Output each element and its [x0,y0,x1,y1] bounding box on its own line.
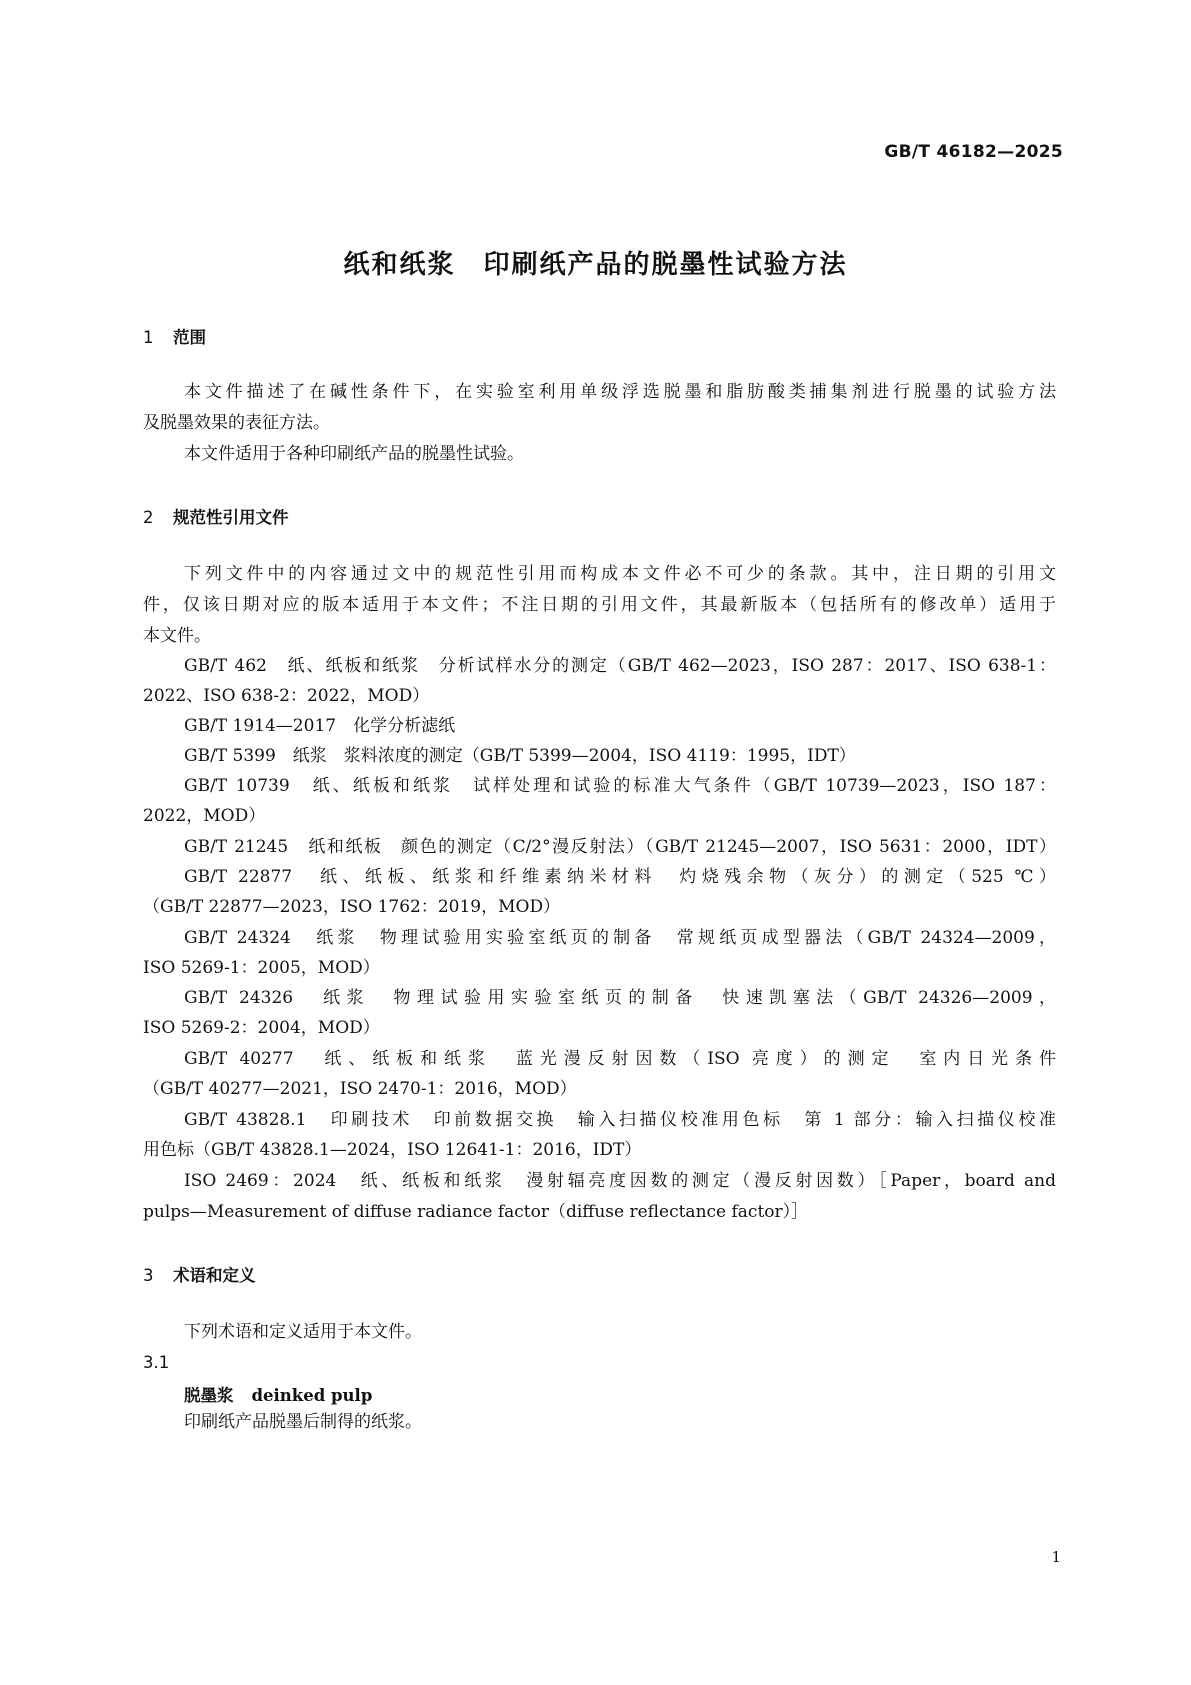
section-number: 1 [143,328,154,347]
reference-line: （GB/T 22877—2023，ISO 1762：2019，MOD） [143,897,561,917]
paragraph-line: 本文件描述了在碱性条件下，在实验室利用单级浮选脱墨和脂肪酸类捕集剂进行脱墨的试验方法 [184,382,1056,402]
section-number: 3 [143,1266,154,1285]
reference-line: GB/T 22877 纸、纸板、纸浆和纤维素纳米材料 灼烧残余物（灰分）的测定（525 ℃） [184,867,1056,887]
standard-code: GB/T 46182—2025 [884,142,1063,162]
reference-line: ISO 5269-2：2004，MOD） [143,1018,380,1038]
reference-line: 用色标（GB/T 43828.1—2024，ISO 12641-1：2016，IDT） [143,1140,642,1160]
reference-line: 2022、ISO 638-2：2022，MOD） [143,686,430,706]
section-1-heading [143,324,206,348]
reference-line: GB/T 24324 纸浆 物理试验用实验室纸页的制备 常规纸页成型器法（GB/T 24324—2009， [184,928,1056,948]
reference-line: GB/T 10739 纸、纸板和纸浆 试样处理和试验的标准大气条件（GB/T 10739—2023，ISO 187： [184,776,1056,796]
reference-line: GB/T 462 纸、纸板和纸浆 分析试样水分的测定（GB/T 462—2023，ISO 287：2017、ISO 638-1： [184,656,1056,676]
term-zh: 脱墨浆 [184,1386,234,1405]
section-number: 2 [143,508,154,527]
paragraph-line: 本文件适用于各种印刷纸产品的脱墨性试验。 [184,444,524,464]
reference-line: （GB/T 40277—2021，ISO 2470-1：2016，MOD） [143,1079,577,1099]
paragraph-line: 本文件。 [143,626,211,646]
reference-line: pulps—Measurement of diffuse radiance factor（diffuse reflectance factor）］ [143,1202,809,1222]
reference-line: GB/T 43828.1 印刷技术 印前数据交换 输入扫描仪校准用色标 第 1 部分：输入扫描仪校准 [184,1110,1056,1130]
section-3-heading [143,1262,256,1286]
reference-line: GB/T 24326 纸浆 物理试验用实验室纸页的制备 快速凯塞法（GB/T 24326—2009， [184,988,1056,1008]
paragraph-line: 件，仅该日期对应的版本适用于本文件；不注日期的引用文件，其最新版本（包括所有的修改单）适用于 [143,595,1056,615]
term-definition: 印刷纸产品脱墨后制得的纸浆。 [184,1412,422,1432]
reference-line: GB/T 1914—2017 化学分析滤纸 [184,716,456,736]
reference-line: GB/T 5399 纸浆 浆料浓度的测定（GB/T 5399—2004，ISO 4119：1995，IDT） [184,746,856,766]
reference-line: GB/T 21245 纸和纸板 颜色的测定（C/2°漫反射法）（GB/T 21245—2007，ISO 5631：2000，IDT） [184,837,1056,857]
section-title: 术语和定义 [173,1266,256,1285]
reference-line: ISO 2469：2024 纸、纸板和纸浆 漫射辐亮度因数的测定（漫反射因数）［Paper，board and [184,1171,1056,1191]
term-en: deinked pulp [251,1386,373,1405]
document-title: 纸和纸浆 印刷纸产品的脱墨性试验方法 [343,250,848,280]
term-number: 3.1 [143,1353,170,1372]
section-title: 范围 [173,328,206,347]
reference-line: ISO 5269-1：2005，MOD） [143,958,380,978]
section-title: 规范性引用文件 [173,508,289,527]
paragraph-line: 下列术语和定义适用于本文件。 [184,1322,422,1342]
page-number: 1 [1051,1548,1061,1566]
term-heading [184,1382,372,1406]
reference-line: GB/T 40277 纸、纸板和纸浆 蓝光漫反射因数（ISO 亮度）的测定 室内日光条件 [184,1049,1056,1069]
section-2-heading [143,504,289,528]
paragraph-line: 下列文件中的内容通过文中的规范性引用而构成本文件必不可少的条款。其中，注日期的引用文 [184,564,1056,584]
paragraph-line: 及脱墨效果的表征方法。 [143,413,330,433]
reference-line: 2022，MOD） [143,806,266,826]
